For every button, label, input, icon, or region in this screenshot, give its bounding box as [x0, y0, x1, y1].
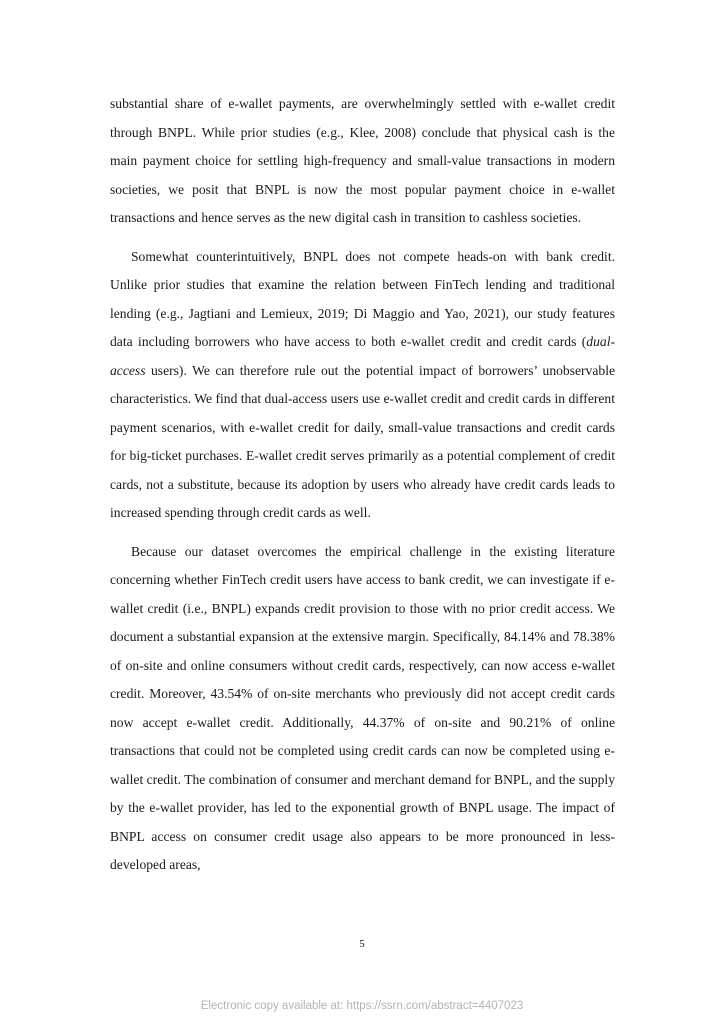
paragraph-2	[110, 243, 615, 528]
page-number: 5	[359, 938, 365, 950]
paragraph-3: Because our dataset overcomes the empirical challenge in the existing literature concerning whether FinTech credit users have access to bank credit, we can investigate if e-wallet credit (i.e., BNPL) expands credit provision to those with no prior credit access. We document a substantial expansion at the extensive margin. Specifically, 84.14% and 78.38% of on-site and online consumers without credit cards, respectively, can now access e-wallet credit. Moreover, 43.54% of on-site merchants who previously did not accept credit cards now accept e-wallet credit. Additionally, 44.37% of on-site and 90.21% of online transactions that could not be completed using credit cards can now be completed using e-wallet credit. The combination of consumer and merchant demand for BNPL, and the supply by the e-wallet provider, has led to the exponential growth of BNPL usage. The impact of BNPL access on consumer credit usage also appears to be more pronounced in less-developed areas,	[110, 543, 615, 872]
paragraph-2-text-after: users). We can therefore rule out the potential impact of borrowers’ unobservable characteristics. We find that dual-access users use e-wallet credit and credit cards in different payment scenarios, with e-wallet credit for daily, small-value transactions and credit cards for big-ticket purchases. E-wallet credit serves primarily as a potential complement of credit cards, not a substitute, because its adoption by users who already have credit cards leads to increased spending through credit cards as well.	[110, 362, 615, 520]
paragraph-2-italic-term: dual-access	[110, 334, 615, 378]
ssrn-footer-note: Electronic copy available at: https://ssrn.com/abstract=4407023	[200, 1000, 524, 1012]
paragraph-2-text-before: Somewhat counterintuitively, BNPL does not compete heads-on with bank credit. Unlike prior studies that examine the relation between FinTech lending and traditional lending (e.g., Jagtiani and Lemieux, 2019; Di Maggio and Yao, 2021), our study features data including borrowers who have access to both e-wallet credit and credit cards (	[110, 248, 615, 349]
paragraph-1: substantial share of e-wallet payments, are overwhelmingly settled with e-wallet credit through BNPL. While prior studies (e.g., Klee, 2008) conclude that physical cash is the main payment choice for settling high-frequency and small-value transactions in modern societies, we posit that BNPL is now the most popular payment choice in e-wallet transactions and hence serves as the new digital cash in transition to cashless societies.	[110, 96, 615, 225]
body-text	[110, 90, 615, 890]
